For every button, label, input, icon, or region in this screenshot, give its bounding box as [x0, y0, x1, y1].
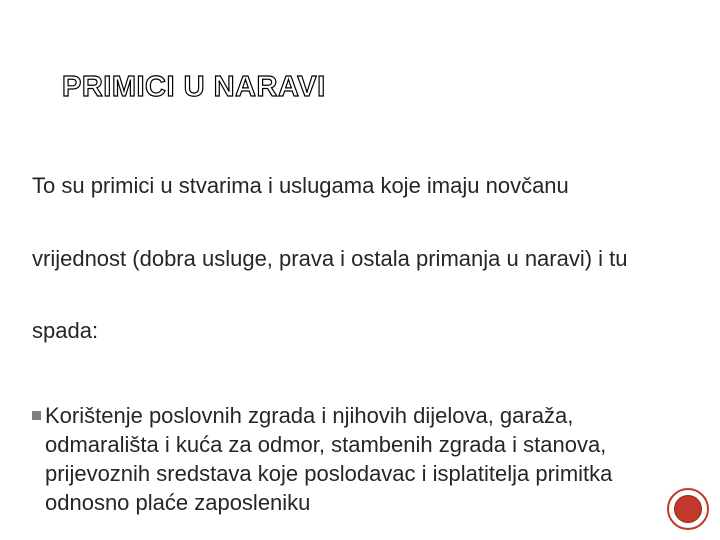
- circle-button-inner: [674, 495, 702, 523]
- list-item: [32, 401, 675, 517]
- circle-button-icon[interactable]: [667, 488, 709, 530]
- bullet-square-icon: [32, 411, 41, 420]
- body-paragraph: To su primici u stvarima i uslugama koje imaju novčanu: [32, 173, 569, 198]
- page-title: PRIMICI U NARAVI: [62, 71, 326, 103]
- body-paragraph: vrijednost (dobra usluge, prava i ostala primanja u naravi) i tu: [32, 246, 628, 271]
- list-item-text: Korištenje poslovnih zgrada i njihovih dijelova, garaža, odmarališta i kuća za odmor, stambenih zgrada i stanova, prijevoznih sredstava koje poslodavac i isplatitelja primitka odnosno plaće zaposleniku: [45, 403, 613, 515]
- body-paragraph: spada:: [32, 318, 99, 343]
